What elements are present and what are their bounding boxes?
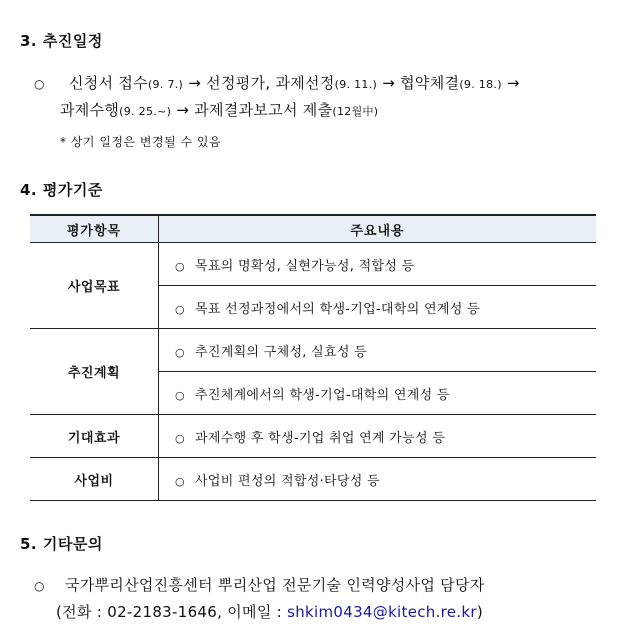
contact-text: 국가뿌리산업진흥센터 뿌리산업 전문기술 인력양성사업 담당자 <box>64 576 485 594</box>
step-report: 과제결과보고서 제출 <box>194 101 333 119</box>
arrow-icon: → <box>506 74 520 92</box>
arrow-icon: → <box>188 74 202 92</box>
table-row <box>30 329 596 372</box>
content-cell <box>159 458 597 501</box>
step-application: 신청서 접수 <box>68 74 148 92</box>
schedule-line-2 <box>60 99 378 120</box>
table-row <box>30 243 596 286</box>
email-label: , 이메일 : <box>217 603 288 621</box>
bullet: ○ <box>175 302 185 316</box>
step-execution: 과제수행 <box>60 101 120 119</box>
phone-label: (전화 : <box>56 603 108 621</box>
bullet: ○ <box>34 77 45 91</box>
content-text: 목표 선정과정에서의 학생-기업-대학의 연계성 등 <box>195 301 480 317</box>
content-cell <box>159 415 597 458</box>
category-cell: 기대효과 <box>30 415 159 458</box>
date-agreement: (9. 18.) <box>459 78 502 91</box>
content-cell <box>159 243 597 286</box>
phone-number: 02-2183-1646 <box>107 603 218 621</box>
date-selection: (9. 11.) <box>334 78 378 91</box>
header-content: 주요내용 <box>159 215 597 243</box>
table-row <box>30 415 596 458</box>
schedule-line-1 <box>34 72 520 93</box>
category-cell: 추진계획 <box>30 329 159 415</box>
content-cell <box>159 372 597 415</box>
step-selection: 선정평가, 과제선정 <box>206 74 335 92</box>
evaluation-table <box>30 214 596 501</box>
content-text: 추진계획의 구체성, 실효성 등 <box>195 344 368 360</box>
bullet: ○ <box>175 345 185 359</box>
step-agreement: 협약체결 <box>400 74 460 92</box>
section4-title: 4. 평가기준 <box>20 181 103 199</box>
content-text: 목표의 명확성, 실현가능성, 적합성 등 <box>195 258 415 274</box>
table-row <box>30 458 596 501</box>
section3-title: 3. 추진일정 <box>20 32 103 50</box>
date-application: (9. 7.) <box>147 78 184 91</box>
schedule-note: * 상기 일정은 변경될 수 있음 <box>60 135 222 149</box>
contact-line <box>34 574 485 595</box>
content-cell <box>159 329 597 372</box>
section5-title: 5. 기타문의 <box>20 535 103 553</box>
close-paren: ) <box>476 603 484 621</box>
table-header-row <box>30 215 596 243</box>
arrow-icon: → <box>176 101 190 119</box>
date-execution: (9. 25.~) <box>119 105 172 118</box>
content-cell <box>159 286 597 329</box>
contact-detail-line <box>56 601 483 622</box>
bullet: ○ <box>175 388 185 402</box>
content-text: 사업비 편성의 적합성·타당성 등 <box>195 473 380 489</box>
content-text: 추진체계에서의 학생-기업-대학의 연계성 등 <box>195 387 450 403</box>
category-cell: 사업비 <box>30 458 159 501</box>
bullet: ○ <box>175 259 185 273</box>
category-cell: 사업목표 <box>30 243 159 329</box>
bullet: ○ <box>175 474 185 488</box>
arrow-icon: → <box>382 74 396 92</box>
email-link[interactable]: shkim0434@kitech.re.kr <box>287 603 477 621</box>
bullet: ○ <box>175 431 185 445</box>
bullet: ○ <box>34 579 45 593</box>
header-category: 평가항목 <box>30 215 159 243</box>
content-text: 과제수행 후 학생-기업 취업 연계 가능성 등 <box>195 430 446 446</box>
date-report: (12월中) <box>332 105 379 118</box>
